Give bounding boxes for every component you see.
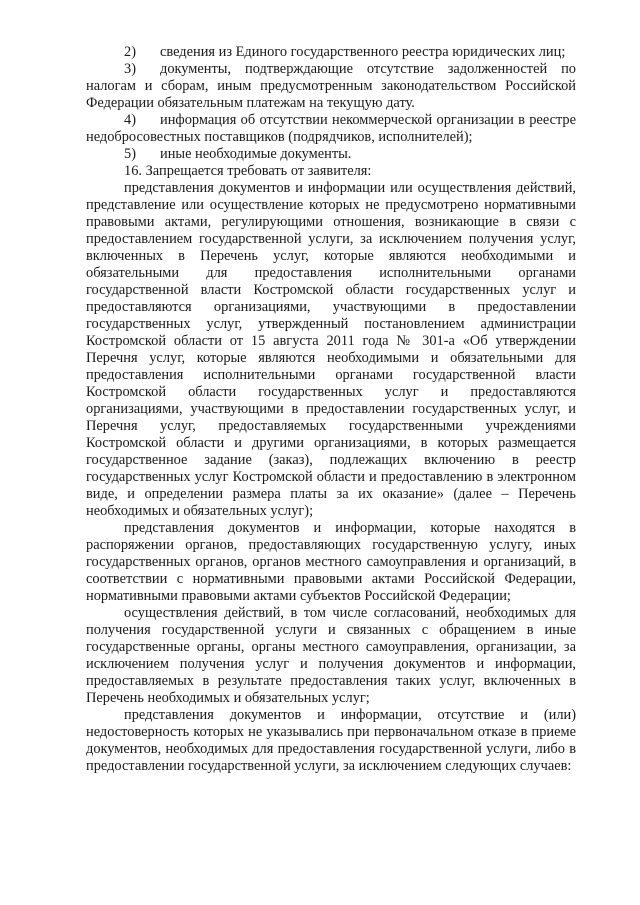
list-item-3 bbox=[86, 61, 576, 112]
item-text: информация об отсутствии некоммерческой организации в реестре недобросовестных поставщиков (подрядчиков, исполнителей); bbox=[86, 112, 576, 145]
item-text: иные необходимые документы. bbox=[160, 146, 352, 162]
paragraph-approvals: осуществления действий, в том числе согласований, необходимых для получения государственной услуги и связанных с обращением в иные государственные органы, органы местного самоуправления, организации, за исключением получения услуг и получения документов и информации, предоставляемых в результате предоставления таких услуг, включенных в Перечень необходимых и обязательных услуг; bbox=[86, 605, 576, 706]
list-item-5 bbox=[86, 146, 576, 163]
item-number: 3) bbox=[124, 61, 136, 77]
item-number: 2) bbox=[124, 44, 136, 60]
item-number: 4) bbox=[124, 112, 136, 128]
item-text: документы, подтверждающие отсутствие задолженностей по налогам и сборам, иным предусмотренным законодательством Российской Федерации обязательным платежам на текущую дату. bbox=[86, 61, 576, 111]
document-page bbox=[86, 44, 576, 775]
item-number: 5) bbox=[124, 146, 136, 162]
item-text: сведения из Единого государственного реестра юридических лиц; bbox=[160, 44, 566, 60]
paragraph-documents-in-possession: представления документов и информации, которые находятся в распоряжении органов, предоставляющих государственную услугу, иных государственных органов, органов местного самоуправления и организаций, в соответствии с нормативными правовыми актами Российской Федерации, нормативными правовыми актами субъектов Российской Федерации; bbox=[86, 520, 576, 604]
section-16-heading: 16. Запрещается требовать от заявителя: bbox=[124, 163, 372, 179]
list-item-2 bbox=[86, 44, 576, 61]
paragraph-missing-documents: представления документов и информации, отсутствие и (или) недостоверность которых не указывались при первоначальном отказе в приеме документов, необходимых для предоставления государственной услуги, либо в предоставлении государственной услуги, за исключением следующих случаев: bbox=[86, 707, 576, 774]
list-item-4 bbox=[86, 112, 576, 146]
paragraph-documents-actions: представления документов и информации или осуществления действий, представление или осуществление которых не предусмотрено нормативными правовыми актами, регулирующими отношения, возникающие в связи с предоставлением государственной услуги, за исключением получения услуг, включенных в Перечень услуг, которые являются необходимыми и обязательными для предоставления исполнительными органами государственной власти Костромской области государственных услуг и предоставляются организациями, участвующими в предоставлении государственных услуг, утвержденный постановлением администрации Костромской области от 15 августа 2011 года № 301-а «Об утверждении Перечня услуг, которые являются необходимыми и обязательными для предоставления исполнительными органами государственной власти Костромской области государственных услуг и предоставляются организациями, участвующими в предоставлении государственных услуг, и Перечня услуг, предоставляемых государственными учреждениями Костромской области и другими организациями, в которых размещается государственное задание (заказ), подлежащих включению в реестр государственных услуг Костромской области и предоставлению в электронном виде, и определении размера платы за их оказание» (далее – Перечень необходимых и обязательных услуг); bbox=[86, 180, 576, 519]
